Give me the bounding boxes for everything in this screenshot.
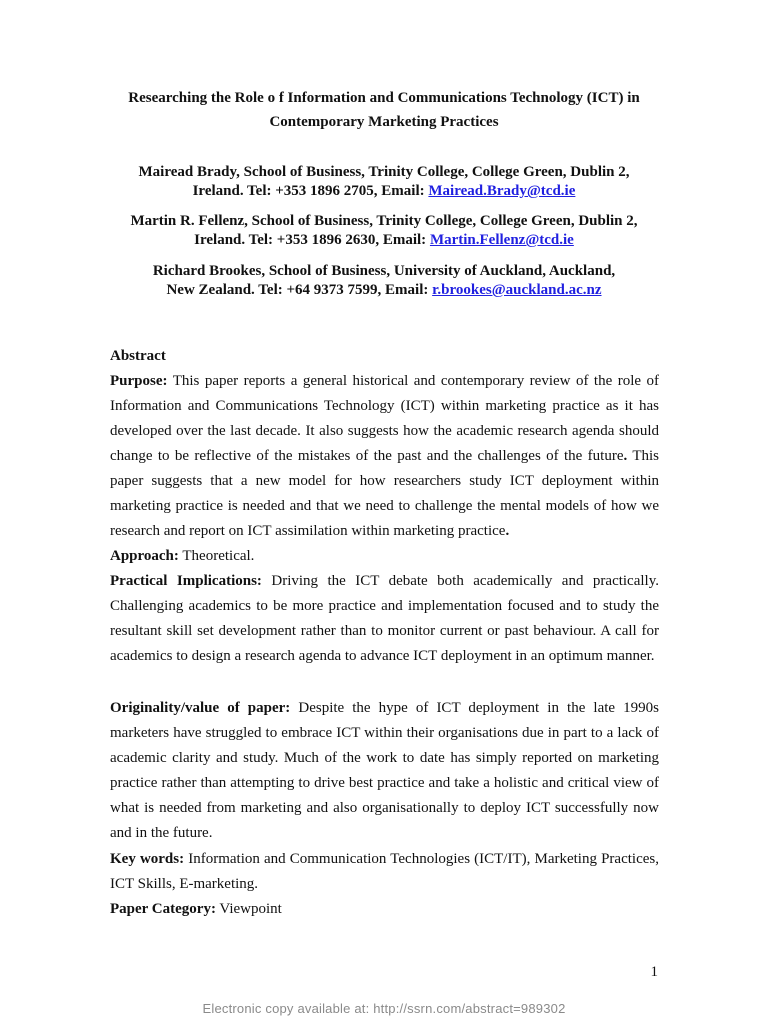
ssrn-footer-note: Electronic copy available at: http://ssrn.com/abstract=989302 <box>202 1001 566 1016</box>
paper-title <box>100 86 668 134</box>
abstract-heading: Abstract <box>110 348 166 364</box>
originality-paragraph <box>110 696 659 846</box>
author-contact <box>100 182 668 201</box>
purpose-text-continued: This paper suggests that a new model for how researchers study ICT deployment within marketing practice is needed and that we need to challenge the mental models of how we research and report on ICT assimilation within marketing practice <box>110 448 660 539</box>
implications-paragraph <box>110 569 659 669</box>
author-contact <box>100 231 668 250</box>
author-affiliation: Martin R. Fellenz, School of Business, Trinity College, College Green, Dublin 2, <box>130 213 638 229</box>
author-block-brookes <box>100 262 668 300</box>
author-affiliation: Mairead Brady, School of Business, Trinity College, College Green, Dublin 2, <box>138 164 630 180</box>
purpose-period: . <box>505 523 510 539</box>
purpose-text: This paper reports a general historical and contemporary review of the role of Information and Communications Technology (ICT) within marketing practice as it has developed over the last decade. It also suggests how the academic research agenda should change to be reflective of the mistakes of the past and the challenges of the future <box>110 373 659 464</box>
originality-text: Despite the hype of ICT deployment in the late 1990s marketers have struggled to embrace ICT within their organisations due in part to a lack of academic clarity and study. Much of the work to date has simply reported on marketing practice rather than attempting to drive best practice and take a holistic and critical view of what is needed from marketing and also organisationally to deploy ICT successfully now and in the future. <box>110 700 659 841</box>
implications-label: Practical Implications: <box>110 573 262 589</box>
paper-title-line-2: Contemporary Marketing Practices <box>269 114 499 130</box>
purpose-paragraph <box>110 369 659 544</box>
approach-text: Theoretical. <box>178 548 255 564</box>
author-email-link[interactable]: Martin.Fellenz@tcd.ie <box>429 232 574 248</box>
author-contact-text: Ireland. Tel: +353 1896 2705, Email: <box>192 183 429 199</box>
author-email-link[interactable]: r.brookes@auckland.ac.nz <box>432 282 602 298</box>
purpose-label: Purpose: <box>110 373 168 389</box>
originality-label: Originality/value of paper: <box>110 700 291 716</box>
category-label: Paper Category: <box>110 901 216 917</box>
approach-label: Approach: <box>110 548 179 564</box>
implications-text: Driving the ICT debate both academically and practically. Challenging academics to be more practice and implementation focused and to study the resultant skill set development rather than to monitor current or past behaviour. A call for academics to design a research agenda to advance ICT deployment in an optimum manner. <box>110 573 659 664</box>
author-contact-text: Ireland. Tel: +353 1896 2630, Email: <box>194 232 430 248</box>
category-paragraph <box>110 897 659 922</box>
keywords-paragraph <box>110 847 659 897</box>
author-affiliation: Richard Brookes, School of Business, University of Auckland, Auckland, <box>152 263 616 279</box>
paper-title-line-1: Researching the Role o f Information and Communications Technology (ICT) in <box>128 90 640 106</box>
author-email-link[interactable]: Mairead.Brady@tcd.ie <box>428 183 576 199</box>
author-contact <box>100 281 668 300</box>
category-text: Viewpoint <box>215 901 282 917</box>
page-number: 1 <box>650 964 658 980</box>
keywords-text: Information and Communication Technologies (ICT/IT), Marketing Practices, ICT Skills, E-marketing. <box>110 851 659 892</box>
purpose-period: . <box>623 448 628 464</box>
author-contact-text: New Zealand. Tel: +64 9373 7599, Email: <box>166 282 433 298</box>
author-block-fellenz <box>100 212 668 250</box>
approach-paragraph <box>110 544 659 569</box>
author-block-brady <box>100 163 668 201</box>
keywords-label: Key words: <box>110 851 185 867</box>
